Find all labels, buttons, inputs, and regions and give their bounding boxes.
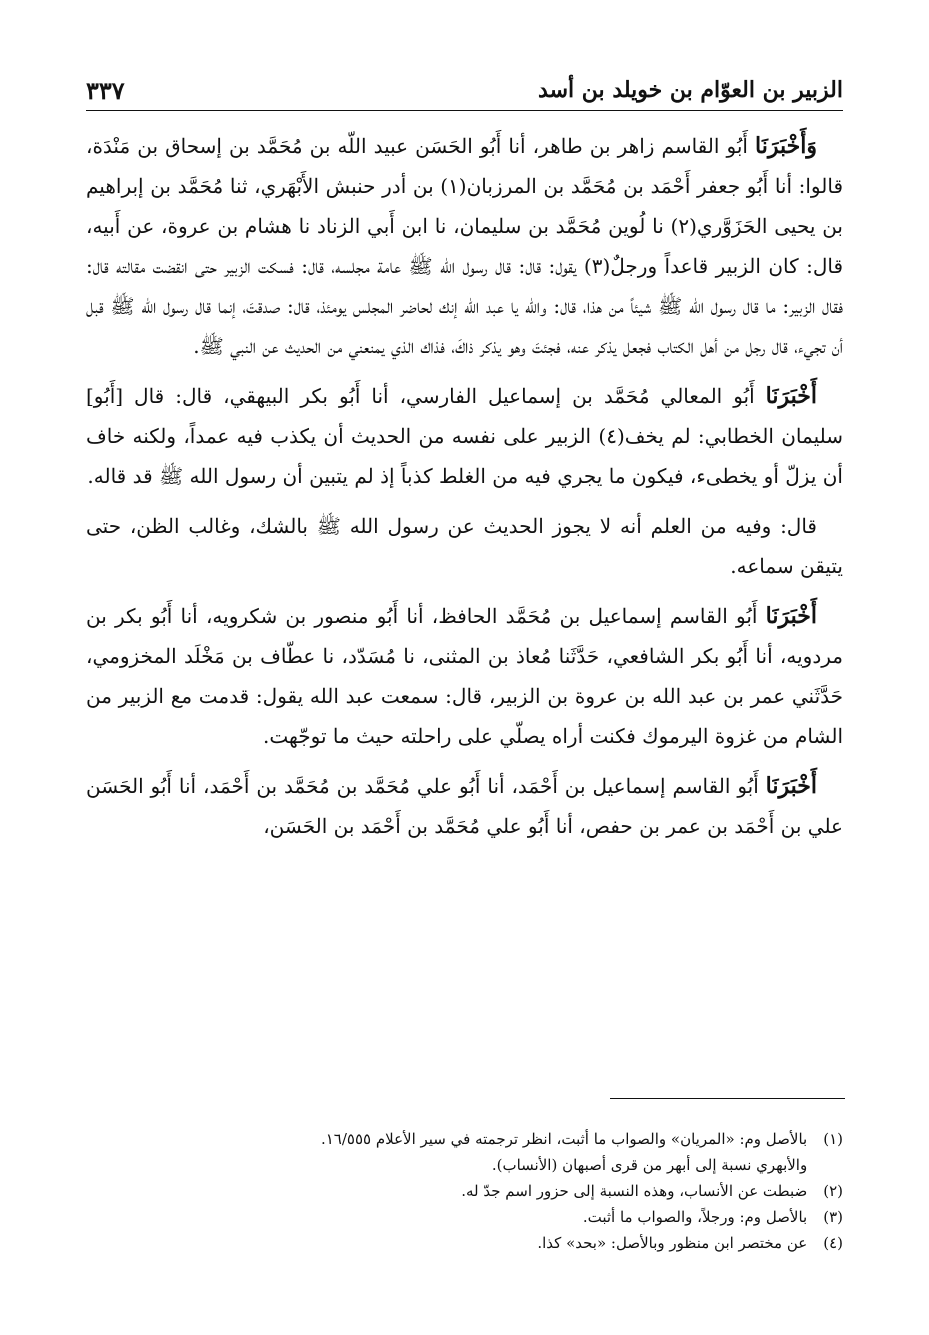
footnotes: [86, 1126, 843, 1256]
paragraph-lead: أَخْبَرَنَا: [765, 383, 817, 409]
footnote-number: (٣): [823, 1208, 843, 1226]
paragraph-lead: أَخْبَرَنَا: [765, 773, 817, 799]
paragraph: [86, 376, 843, 496]
footnote: [86, 1126, 843, 1178]
paragraph-text: أَبُو القاسم إسماعيل بن أَحْمَد، أنا أَبُو علي مُحَمَّد بن مُحَمَّد بن أَحْمَد، أنا أَبُو الحَسَن علي بن أَحْمَد بن عمر بن حفص، أنا أَبُو علي مُحَمَّد بن أَحْمَد بن الحَسَن،: [86, 774, 843, 838]
page-header: [86, 70, 843, 111]
paragraph: [86, 506, 843, 586]
footnote-text: بالأصل وم: «المريان» والصواب ما أثبت، انظر ترجمته في سير الأعلام ١٦/٥٥٥.: [320, 1130, 808, 1148]
footnote: [86, 1178, 843, 1204]
page-number: ٣٣٧: [86, 75, 125, 105]
paragraph-text: أَبُو القاسم زاهر بن طاهر، أنا أَبُو الحَسَن عبيد اللّه بن مُحَمَّد بن إسحاق بن مَنْدَة، قالوا: أنا أَبُو جعفر أَحْمَد بن مُحَمَّد بن المرزبان(١) بن أدر حنبش الأَبْهَري، ثنا مُحَمَّد بن إبراهيم بن يحيى الحَزَوَّري(٢) نا لُوين مُحَمَّد بن سليمان، نا ابن أَبي الزناد نا هشام بن عروة، عن أَبيه، قال: كان الزبير قاعداً ورجلٌ(٣) يقول: قال: قال رسول الله ﷺ عامة مجلسه، قال: فسكت الزبير حتى انقضت مقالته قال: فقال الزبير: ما قال رسول الله ﷺ شيئاً من هذا، قال: والله يا عبد اللّه إنك لحاضر المجلس يومئذ، قال: صدقتَ، إنما قال رسول الله ﷺ قبل أن تجيء، قال رجل من أهل الكتاب فجعل يذكر عنه، فجئتَ وهو يذكر ذاكَ، فذاك الذي يمنعني من الحديث عن النبي ﷺ.: [86, 134, 844, 358]
footnote-number: (٤): [823, 1234, 843, 1252]
footnote-text: ضبطت عن الأنساب، وهذه النسبة إلى حزور اسم جدّ له.: [461, 1182, 808, 1200]
footnote-text: عن مختصر ابن منظور وبالأصل: «بحد» كذا.: [537, 1234, 808, 1252]
paragraph: [86, 766, 843, 846]
footnote: [86, 1204, 843, 1230]
main-text: [86, 126, 843, 846]
paragraph-lead: وَأَخْبَرَنَا: [755, 133, 817, 159]
footnote-number: (٢): [823, 1182, 843, 1200]
paragraph-text: قال: وفيه من العلم أنه لا يجوز الحديث عن رسول الله ﷺ بالشك، وغالب الظن، حتى يتيقن سماعه.: [86, 514, 843, 578]
paragraph-text: أَبُو القاسم إسماعيل بن مُحَمَّد الحافظ، أنا أَبُو منصور بن شكرويه، أنا أَبُو بكر بن مردويه، أنا أَبُو بكر الشافعي، حَدَّثَنا مُعاذ بن المثنى، نا مُسَدّد، نا عطّاف بن مَخْلَد المخزومي، حَدَّثَني عمر بن عبد الله بن عروة بن الزبير، قال: سمعت عبد الله يقول: قدمت مع الزبير من الشام من غزوة اليرموك فكنت أراه يصلّي على راحلته حيث ما توجّهت.: [86, 604, 843, 748]
footnote: [86, 1230, 843, 1256]
paragraph-lead: أَخْبَرَنَا: [765, 603, 817, 629]
footnote-text: والأبهري نسبة إلى أبهر من قرى أصبهان (الأنساب).: [491, 1156, 808, 1174]
running-title: الزبير بن العوّام بن خويلد بن أسد: [538, 77, 843, 103]
paragraph-text: أَبُو المعالي مُحَمَّد بن إسماعيل الفارسي، أنا أَبُو بكر البيهقي، قال: قال [أَبُو] سليمان الخطابي: لم يخف(٤) الزبير على نفسه من الحديث أن يكذب فيه عمداً، ولكنه خاف أن يزلّ أو يخطىء، فيكون ما يجري فيه من الغلط كذباً إذ لم يتبين أن رسول الله ﷺ قد قاله.: [86, 384, 843, 488]
footnote-text: بالأصل وم: ورجلاً، والصواب ما أثبت.: [582, 1208, 808, 1226]
footnote-number: (١): [823, 1130, 843, 1148]
paragraph: [86, 596, 843, 756]
paragraph: [86, 126, 843, 366]
footnote-divider: [610, 1098, 845, 1099]
